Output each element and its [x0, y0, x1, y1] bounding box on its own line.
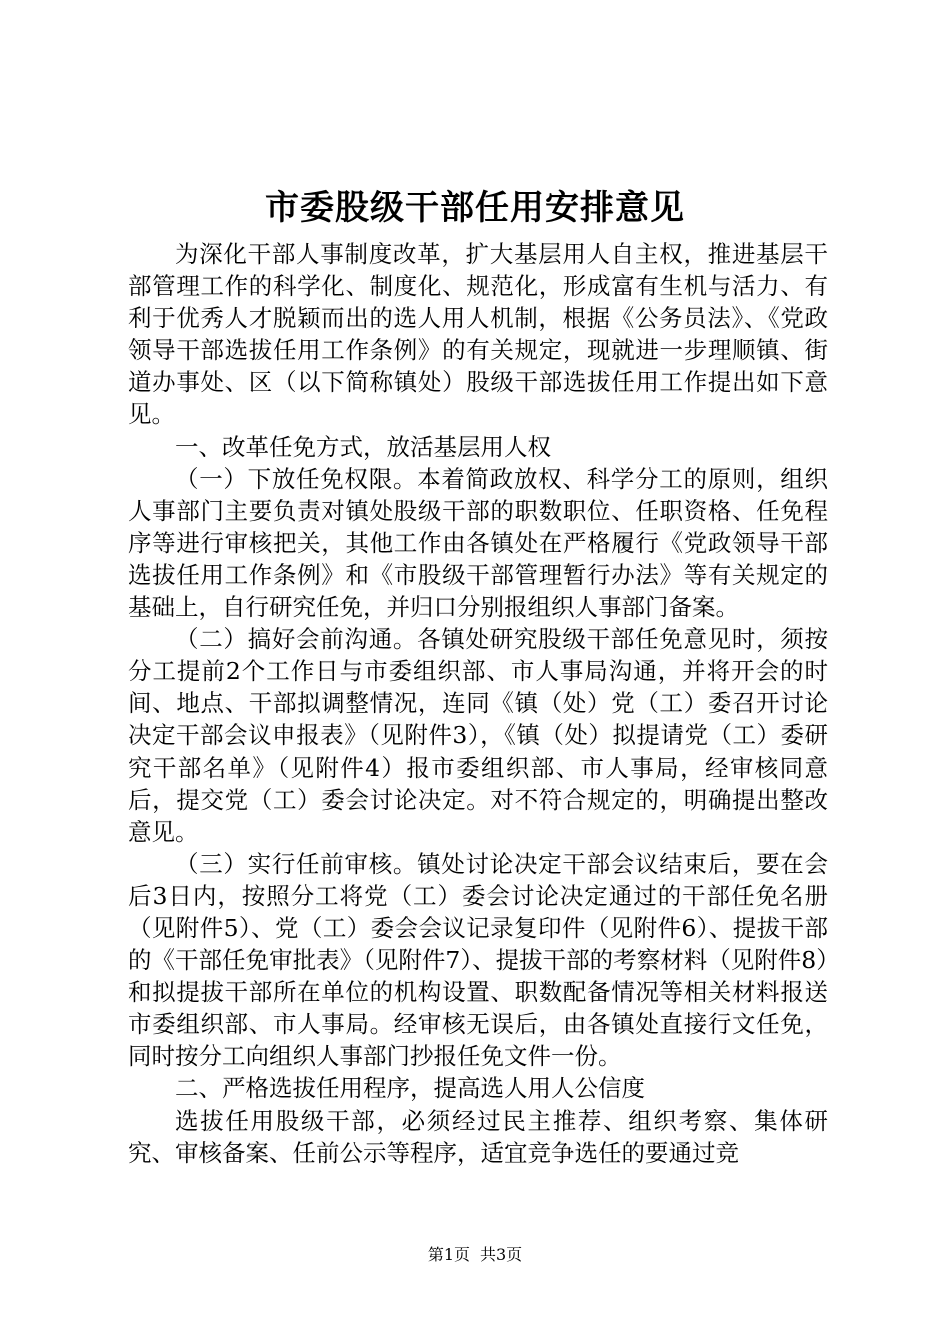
paragraph-1-3: （三）实行任前审核。镇处讨论决定干部会议结束后，要在会后3日内，按照分工将党（工）委会讨论决定通过的干部任免名册（见附件5）、党（工）委会会议记录复印件（见附件6）、提拔干部的《干部任免审批表》（见附件7）、提拔干部的考察材料（见附件8）和拟提拔干部所在单位的机构设置、职数配备情况等相关材料报送市委组织部、市人事局。经审核无误后，由各镇处直接行文任免，同时按分工向组织人事部门抄报任免文件一份。 [128, 849, 828, 1071]
paragraph-1-1: （一）下放任免权限。本着简政放权、科学分工的原则，组织人事部门主要负责对镇处股级干部的职数职位、任职资格、任免程序等进行审核把关，其他工作由各镇处在严格履行《党政领导干部选拔任用工作条例》和《市股级干部管理暂行办法》等有关规定的基础上，自行研究任免，并归口分别报组织人事部门备案。 [128, 464, 828, 622]
page-footer [0, 1244, 950, 1266]
section-heading-1: 一、改革任免方式，放活基层用人权 [175, 432, 551, 461]
section-heading-2: 二、严格选拔任用程序，提高选人用人公信度 [175, 1074, 645, 1103]
document-title: 市委股级干部任用安排意见 [265, 188, 685, 228]
paragraph-intro: 为深化干部人事制度改革，扩大基层用人自主权，推进基层干部管理工作的科学化、制度化、规范化，形成富有生机与活力、有利于优秀人才脱颖而出的选人用人机制，根据《公务员法》、《党政领导干部选拔任用工作条例》的有关规定，现就进一步理顺镇、街道办事处、区（以下简称镇处）股级干部选拔任用工作提出如下意见。 [128, 240, 828, 429]
page-total: 共3页 [480, 1245, 523, 1264]
page-number: 第1页 [427, 1245, 470, 1264]
paragraph-2-1: 选拔任用股级干部，必须经过民主推荐、组织考察、集体研究、审核备案、任前公示等程序，适宜竞争选任的要通过竞 [128, 1106, 828, 1167]
document-body [128, 238, 828, 1169]
paragraph-1-2: （二）搞好会前沟通。各镇处研究股级干部任免意见时，须按分工提前2个工作日与市委组织部、市人事局沟通，并将开会的时间、地点、干部拟调整情况，连同《镇（处）党（工）委召开讨论决定干部会议申报表》（见附件3），《镇（处）拟提请党（工）委研究干部名单》（见附件4）报市委组织部、市人事局，经审核同意后，提交党（工）委会讨论决定。对不符合规定的，明确提出整改意见。 [128, 625, 828, 846]
